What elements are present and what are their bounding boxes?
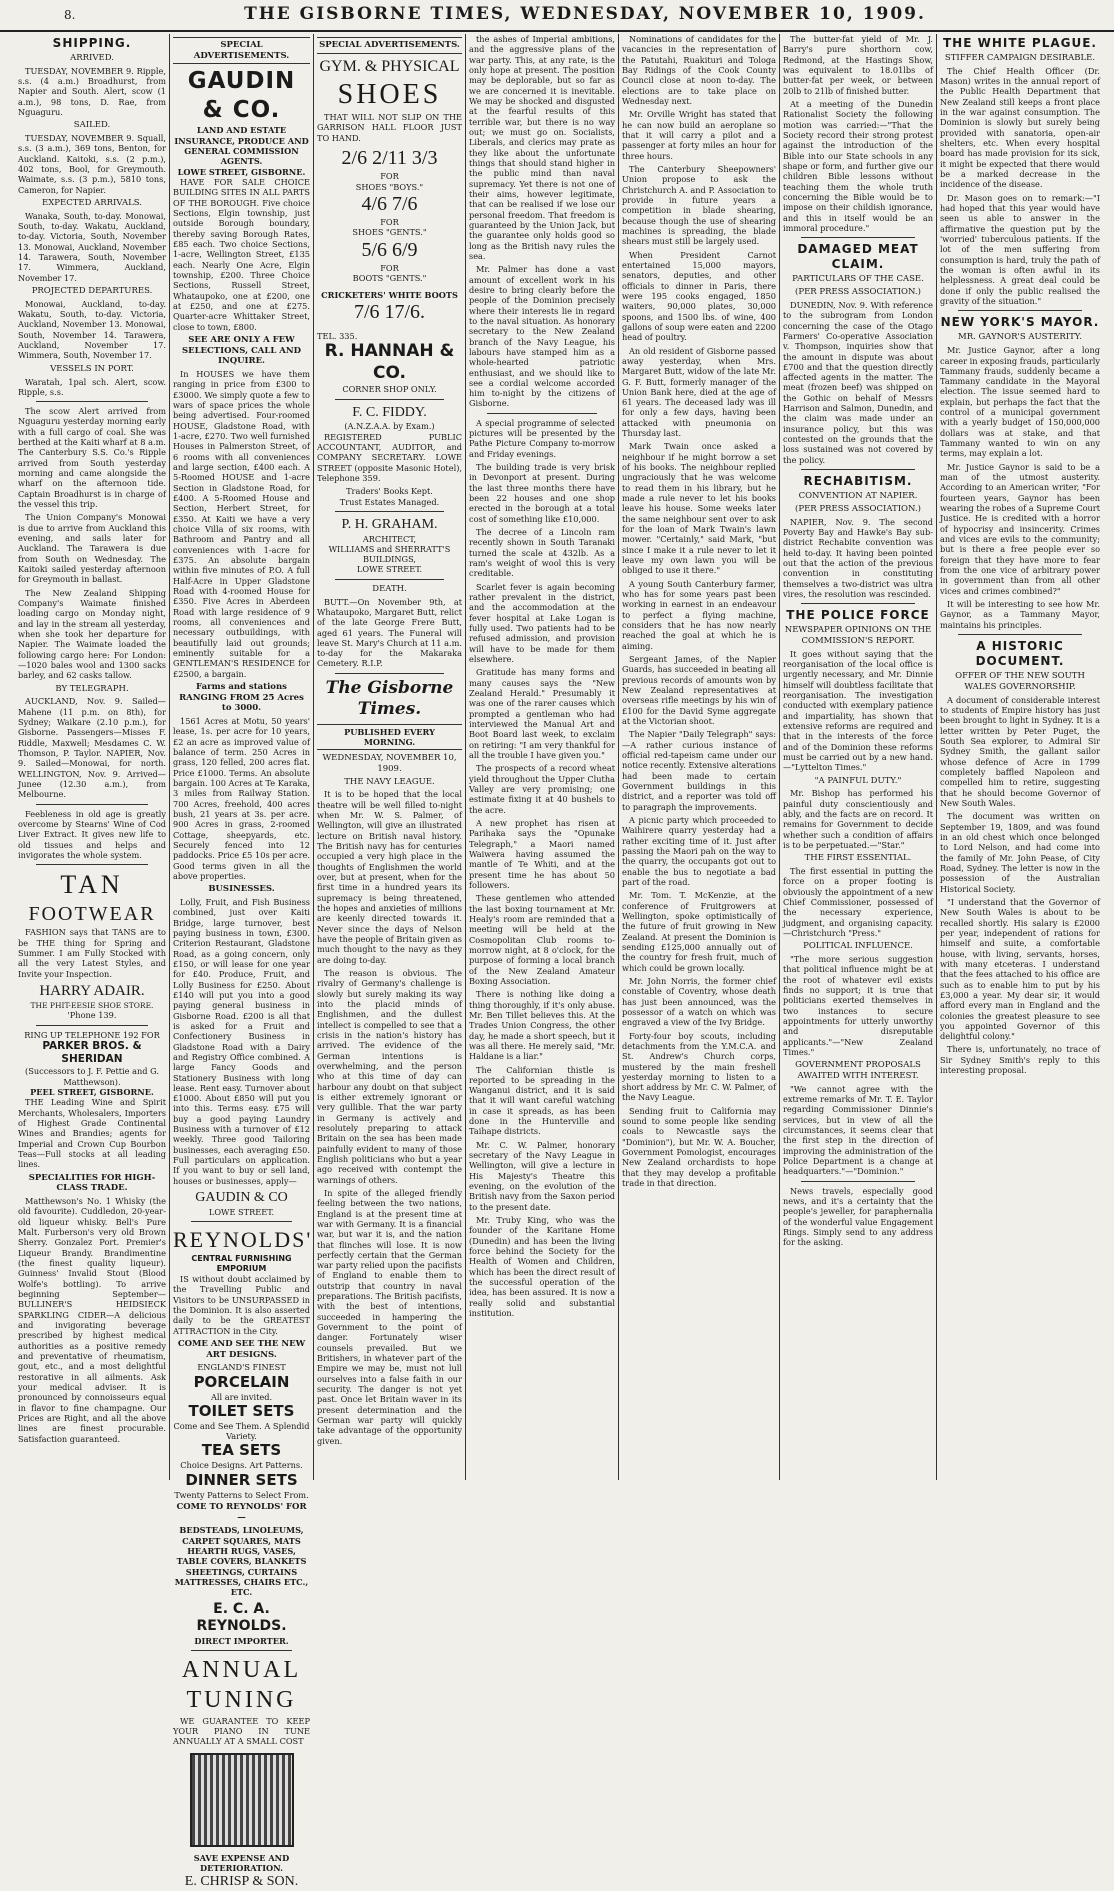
- ad-text: TEL. 335.: [317, 331, 358, 342]
- masthead-strip: [0, 0, 1114, 32]
- dateline: WEDNESDAY, NOVEMBER 10, 1909.: [322, 753, 457, 774]
- ad-text: LAND AND ESTATE INSURANCE, PRODUCE AND GENERAL COMMISSION AGENTS.: [174, 125, 309, 167]
- article-text: When President Carnot entertained 15,000 mayors, senators, deputies, and other officials to dinner in Paris, there were 195 cooks engaged, 1850 waiters, 90,000 plates, 30,000 spoons, and 1500 lbs. of wine, 400 gallons of soup were eaten and 2200 head of poultry.: [622, 249, 776, 343]
- article-text: The building trade is very brisk in Devonport at present. During the last three months there have been 22 houses and one shop erected in the borough at a total cost of something like £10,000.: [469, 462, 615, 524]
- article-text: "I understand that the Governor of New South Wales is about to be recalled shortly. His salary is £2000 per year, independent of rations for himself and suite, a comfortable house, with living, servants, horses, with many etceteras. I understand that the fees attached to his office are such as to enable him to put by his £3,000 a year. My dear sir, it would afford every man in England and the colonies the greatest pleasure to see you appointed Governor of this delightful colony.": [940, 896, 1100, 1042]
- article-text: An old resident of Gisborne passed away yesterday, when Mrs. Margaret Butt, widow of the late Mr. G. F. Butt, formerly manager of the Union Bank here, died at the age of 61 years. The deceased lady was ill for only a few days, having been attacked with pneumonia on Thursday last.: [622, 345, 776, 439]
- article-headline: DAMAGED MEAT CLAIM.: [797, 242, 919, 272]
- ad-headline: FOOTWEAR: [28, 903, 156, 926]
- sub-heading: (PER PRESS ASSOCIATION.): [795, 503, 921, 514]
- ad-text: IS without doubt acclaimed by the Travelling Public and Visitors to be UNSURPASSED in the Dominion. It is also asserted daily to be the GREATEST ATTRACTION in the City.: [173, 1273, 310, 1336]
- article-text: At a meeting of the Dunedin Rationalist Society the following motion was carried:—"That the Society record their strong protest against the introduction of the Bible into our State schools in any shape or form, and further give our children Bible lessons without teaching them the whole truth concerning the Bible would be to impose on their childish ignorance, and this in itself would be an immoral procedure.": [783, 98, 933, 233]
- price: 4/6 7/6: [361, 192, 418, 215]
- article-text: There is nothing like doing a thing thoroughly, if it's only abuse. Mr. Ben Tillet believes this. At the Trades Union Congress, the other day, he made a short speech, but it was all there. He merely said, "Mr. Haldane is a liar.": [469, 989, 615, 1062]
- sub-heading: BY TELEGRAPH.: [55, 683, 129, 694]
- article-text: Sergeant James, of the Napier Guards, has succeeded in beating all previous records of amounts won by New Zealand representatives at overseas rifle meetings by his win of £100 for the David Syme aggregate at the Victorian shoot.: [622, 654, 776, 726]
- ad-text: SHOES "BOYS.": [355, 181, 424, 192]
- ad-text: WILLIAMS and SHERRATT'S BUILDINGS,: [328, 543, 451, 565]
- ad-text: CORNER SHOP ONLY.: [342, 384, 437, 395]
- newspaper-masthead: The Gisborne Times.: [325, 677, 454, 720]
- article-text: It goes without saying that the reorganisation of the local office is urgently necessary, and Mr. Dinnie himself will doubtless facilitate that reorganisation. The investigation conducted with exemplary patience and impartiality, has shown that extensive reforms are required and that in the interests of the force and of the Dominion these reforms must be carried out by a new hand.—"Lyttelton Times.": [783, 648, 933, 773]
- article-text: The Canterbury Sheepowners' Union propose to ask the Christchurch A. and P. Association to provide in future years a competition in blade shearing, because though the use of shearing machines is spreading, the blade shears must still be largely used.: [622, 163, 776, 247]
- ad-name: HARRY ADAIR.: [39, 982, 145, 999]
- column-2: [173, 34, 313, 1890]
- article-text: Mr. Truby King, who was the founder of the Karitane Home (Dunedin) and has been the living force behind the Society for the Health of Women and Children, which has been the direct result of the successful operation of the idea, has been assured. It is now a really solid and substantial institution.: [469, 1215, 615, 1319]
- notice-text: BUTT.—On November 9th, at Whataupoko, Margaret Butt, relict of the late George Frere Butt, aged 61 years. The Funeral will leave St. Mary's Church at 11 a.m. to-day for the Makaraka Cemetery. R.I.P.: [317, 596, 462, 669]
- article-text: Nominations of candidates for the vacancies in the representation of the Patutahi, Ruakituri and Tologa Bay Ridings of the Cook County Council close at noon to-day. The elections are to take place on Wednesday next.: [622, 34, 776, 106]
- ad-headline: DINNER SETS: [185, 1470, 298, 1489]
- ad-text: LOWE STREET, GISBORNE.: [177, 166, 306, 177]
- article-text: Mr. Justice Gaynor, after a long career in exposing frauds, particularly Tammany frauds, suddenly became a Tammany candidate in the Mayoral election. The issue seemed hard to explain, but perhaps the fact that the control of a municipal government with a yearly budget of 150,000,000 dollars was at stake, and that Tammany wanted to win on any terms, may explain a lot.: [940, 345, 1100, 459]
- sub-heading: OFFER OF THE NEW SOUTH WALES GOVERNORSHIP.: [955, 671, 1085, 692]
- column-rule: [936, 34, 937, 1480]
- divider: [801, 469, 915, 470]
- article-text: The New Zealand Shipping Company's Waimate finished loading cargo on Monday night, and lay in the stream all yesterday, when she took her departure for Napier. The Waimate loaded the following cargo here: For London:—1020 bales wool and 1300 sacks barley, and 62 casks tallow.: [18, 587, 166, 681]
- page-title: THE GISBORNE TIMES, WEDNESDAY, NOVEMBER 10, 1909.: [244, 4, 926, 24]
- article-text: Scarlet fever is again becoming rather prevalent in the district, and the accommodation at the fever hospital at Lake Logan is fully used. Two patients had to be refused admission, and provision will have to be made for them elsewhere.: [469, 581, 615, 665]
- article-text: The Californian thistle is reported to be spreading in the Wanganui district, and it is said that it will want careful watching in case it spreads, as has been done in the Hunterville and Taihape districts.: [469, 1064, 615, 1137]
- article-text: Mr. John Norris, the former chief constable of Coventry, whose death has just been announced, was the possessor of a watch on which was engraved a view of the Ivy Bridge.: [622, 975, 776, 1028]
- article-text: The Chief Health Officer (Dr. Mason) writes in the annual report of the Public Health Department that New Zealand still keeps a front place in the war against consumption. The Dominion is slowly but surely being provided with sanatoria, open-air shelters, etc. When every hospital board has made provision for its sick, it might be expected that there would be a marked decrease in the incidence of the disease.: [940, 65, 1100, 190]
- ad-name: REYNOLDS': [173, 1227, 313, 1253]
- ad-text: 1561 Acres at Motu, 50 years' lease, 1s. per acre for 10 years, £2 an acre as improved value of balance of term. 250 Acres in grass, 120 felled, 200 acres flat. Price £1000. Terms. An absolute bargain. 100 Acres at Te Karaka, 3 miles from Railway Station. 700 Acres, freehold, 400 acres bush, 21 years at 3s. per acre. 900 Acres in grass, 2-roomed Cottage, sheepyards, etc. Securely fenced into 12 paddocks. Price £5 10s per acre. Good terms given in all the above properties.: [173, 715, 310, 881]
- sub-heading: COME AND SEE THE NEW ART DESIGNS.: [177, 1338, 306, 1360]
- ad-text: REGISTERED PUBLIC ACCOUNTANT, AUDITOR, and COMPANY SECRETARY. LOWE STREET (opposite Masonic Hotel), Telephone 359.: [317, 431, 462, 483]
- ad-text: BOOTS "GENTS.": [352, 273, 427, 284]
- divider: [487, 413, 597, 414]
- article-text: The first essential in putting the force on a proper footing is obviously the appointment of a new Chief Commissioner, possessed of the necessary experience, judgment, and organising capacity.—Christchurch "Press.": [783, 866, 933, 939]
- ad-text: Trust Estates Managed.: [339, 496, 440, 507]
- ad-headline: PORCELAIN: [193, 1372, 290, 1391]
- sub-heading: PARTICULARS OF THE CASE.: [792, 274, 924, 285]
- ad-text: LOWE STREET.: [208, 1206, 275, 1217]
- sub-heading: SAILED.: [73, 120, 111, 131]
- ad-text: ENGLAND'S FINEST: [197, 1362, 286, 1373]
- divider: [801, 603, 915, 604]
- article-text: Monowai, Auckland, to-day. Wakatu, South, to-day. Victoria, Auckland, November 13. Monowai, South, November 14. Tarawera, Auckland, November 17. Wimmera, South, November 17.: [18, 298, 166, 361]
- article-text: These gentlemen who attended the last boxing tournament at Mr. Healy's room are reminded that a meeting will be held at the Cosmopolitan Club rooms to-morrow night, at 8 o'clock, for the purpose of forming a local branch of the New Zealand Amateur Boxing Association.: [469, 893, 615, 986]
- article-text: Waratah, 1pal sch. Alert, scow. Ripple, s.s.: [18, 376, 166, 397]
- divider: [36, 401, 148, 402]
- article-headline: THE POLICE FORCE: [786, 608, 930, 623]
- column-rule: [169, 34, 170, 1480]
- ad-name: E. CHRISP & SON.: [184, 1874, 299, 1890]
- ad-text: CRICKETERS' WHITE BOOTS: [321, 289, 458, 300]
- divider: [191, 1221, 292, 1222]
- section-heading: SHIPPING.: [52, 36, 132, 50]
- article-text: The scow Alert arrived from Nguaguru yesterday morning early with a full cargo of coal. She was berthed at the Kaiti wharf at 8 a.m. The Canterbury S.S. Co.'s Ripple arrived from South yesterday morning and came alongside the wharf on the afternoon tide. Captain Broadhurst is in charge of the vessel this trip.: [18, 406, 166, 510]
- ad-headline: GYM. & PHYSICAL: [319, 57, 460, 75]
- article-text: The butter-fat yield of Mr. J. Barry's pure shorthorn cow, Redmond, at the Hastings Show, was equivalent to 18.01lbs of butter-fat per week, or between 20lb to 21lb of finished butter.: [783, 34, 933, 96]
- article-text: Mr. C. W. Palmer, honorary secretary of the Navy League in Wellington, will give a lecture in His Majesty's Theatre this evening, on the evolution of the British navy from the Saxon period to the present date.: [469, 1139, 615, 1212]
- ad-text: ARCHITECT,: [362, 533, 417, 544]
- sub-heading: THE FIRST ESSENTIAL.: [804, 853, 912, 864]
- divider: [335, 579, 444, 580]
- article-text: AUCKLAND, Nov. 9. Sailed—Mahene (11 p.m. on 8th), for Sydney; Waikare (2.10 p.m.), for Gisborne. Passengers—Misses F. Riddle, Maxwell; Mesdames C. W. Thomson, P. Taylor. NAPIER, Nov. 9. Sailed—Monowai, for north. WELLINGTON, Nov. 9. Arrived—Junee (12.30 a.m.), from Melbourne.: [18, 696, 166, 800]
- ad-name: PARKER BROS. & SHERIDAN: [42, 1039, 142, 1066]
- ad-text: All are invited.: [210, 1391, 273, 1402]
- ad-headline: SHOES: [337, 78, 442, 110]
- divider: [335, 673, 444, 674]
- ad-text: PEEL STREET, GISBORNE.: [30, 1086, 154, 1097]
- article-text: A young South Canterbury farmer, who has for some years past been working in earnest in an endeavour to perfect a flying machine, considers that he has now nearly reached the goal at which he is aiming.: [622, 578, 776, 651]
- divider: [335, 511, 444, 512]
- article-headline: THE NAVY LEAGUE.: [344, 776, 435, 787]
- sub-heading: "A PAINFUL DUTY.": [814, 775, 902, 786]
- ad-text: LOWE STREET.: [356, 564, 423, 575]
- article-text: News travels, especially good news, and it's a certainty that the people's jeweller, for paraphernalia of the wonderful value Engagement Rings. Simply send to any address for the asking.: [783, 1185, 933, 1248]
- section-heading: SPECIAL ADVERTISEMENTS.: [173, 37, 310, 64]
- divider: [958, 310, 1082, 311]
- divider: [191, 1650, 292, 1651]
- ad-text: FOR: [380, 171, 399, 182]
- ad-text: Traders' Books Kept.: [346, 486, 433, 497]
- article-text: Mr. Orville Wright has stated that he can now build an aeroplane so that it will carry a pilot and a passenger at forty miles an hour for three hours.: [622, 109, 776, 161]
- sub-heading: VESSELS IN PORT.: [50, 363, 134, 374]
- ad-headline: TEA SETS: [201, 1441, 282, 1460]
- article-text: A new prophet has risen at Parihaka says the "Opunake Telegraph," a Maori named Waiwera having assumed the mantle of Te Whiti, and at the present time he has about 50 followers.: [469, 817, 615, 890]
- article-text: Sending fruit to California may sound to some people like sending coals to Newcastle says the "Dominion"), but Mr. W. A. Boucher, Government Pomologist, encourages New Zealand orchardists to hope that they may develop a profitable trade in that direction.: [622, 1105, 776, 1189]
- sub-heading: MR. GAYNOR'S AUSTERITY.: [957, 332, 1082, 343]
- column-5: [622, 34, 776, 1480]
- ad-text: FASHION says that TANS are to be THE thing for Spring and Summer. I am Fully Stocked with all the very Latest Styles, and Invite your Inspection.: [18, 927, 166, 979]
- article-text: "We cannot agree with the extreme remarks of Mr. T. E. Taylor regarding Commissioner Dinnie's services, but in view of all the circumstances, it seems clear that the first step in the direction of improving the administration of the Police Department is a change at headquarters."—"Dominion.": [783, 1083, 933, 1177]
- column-3: [317, 34, 462, 1480]
- ad-text: Matthewson's No. 1 Whisky (the old favourite). Cuddledon, 20-year-old liqueur whisky. Bell's Pure Malt. Furberson's very old Brown Sherry. Gonzalez Port. Premier's Liqueur Brandy. Brandimentine (the finest quality liqueur). Guinness' Invalid Stout (Blood Wolfe's bottling). To arrive beginning September—BULLINER'S HEIDSIECK SPARKLING CIDER—A delicious and invigorating beverage prescribed by highest medical authorities as a positive remedy and preventative of rheumatism, gout, etc., and a most delightful restorative in all ailments. Ask your medical adviser. It is pronounced by connoisseurs equal in flavor to fine champagne. Our Prices are Right, and all the above lines are finest procurable. Satisfaction guaranteed.: [18, 1196, 166, 1444]
- ad-text: HAVE FOR SALE CHOICE BUILDING SITES IN ALL PARTS OF THE BOROUGH. Five choice Sections, Elgin township, just outside Borough boundary, thereby saving Borough Rates, £85 each. Two choice Sections, 1-acre, Wellington Street, £135 each. Nearly One Acre, Elgin township, £200. Three Choice Sections, Russell Street, Whataupoko, one at £200, one at £250, and one at £275. Quarter-acre Whittaker Street, close to town, £800.: [173, 176, 310, 332]
- article-text: The Union Company's Monowai is due to arrive from Auckland this evening, and sails later for Auckland. The Tarawera is due from South on Wednesday. The Kaitoki sailed yesterday afternoon for Greymouth in ballast.: [18, 512, 166, 585]
- sub-heading: SEE ARE ONLY A FEW SELECTIONS, CALL AND INQUIRE.: [181, 334, 302, 367]
- article-text: It is to be hoped that the local theatre will be well filled to-night when Mr. W. S. Palmer, of Wellington, will give an illustrated lecture on British naval history. The British navy has for centuries occupied a very high place in the thoughts of Englishmen the world over, but at present, when for the first time in a hundred years its supremacy is being threatened, the hopes and anxieties of millions are keenly directed towards it. Never since the days of Nelson have the people of Britain given as much thought to the navy as they are doing to-day.: [317, 789, 462, 965]
- divider: [335, 399, 444, 400]
- ad-name: E. C. A. REYNOLDS.: [196, 1600, 287, 1635]
- article-text: Mr. Bishop has performed his painful duty conscientiously and ably, and the facts are on record. It remains for Government to decide whether such a condition of affairs is to be perpetuated.—"Star.": [783, 788, 933, 851]
- column-7: [940, 34, 1100, 1480]
- column-1: [18, 34, 166, 1480]
- article-text: TUESDAY, NOVEMBER 9. Ripple, s.s. (4 a.m.) Broadhurst, from Napier and South. Alert, scow (1 a.m.), 98 tons, D. Rae, from Nguaguru.: [18, 65, 166, 118]
- article-headline: THE WHITE PLAGUE.: [943, 36, 1097, 50]
- ad-text: Twenty Patterns to Select From.: [174, 1489, 309, 1500]
- column-rule: [779, 34, 780, 1480]
- ad-text: SAVE EXPENSE AND DETERIORATION.: [193, 1852, 290, 1873]
- sub-heading: Farms and stations RANGING FROM 25 Acres to 3000.: [179, 681, 304, 714]
- section-heading: SPECIAL ADVERTISEMENTS.: [317, 37, 462, 54]
- ad-text: THE Leading Wine and Spirit Merchants, Wholesalers, Importers of Highest Grade Continental Wines and Brandies; agents for Imperial and Crown Cup Bourbon Teas—Full stocks at all leading lines.: [18, 1097, 166, 1170]
- sub-heading: EXPECTED ARRIVALS.: [42, 198, 142, 209]
- divider: [36, 864, 148, 865]
- ad-name: F. C. FIDDY.: [352, 404, 427, 420]
- article-text: The prospects of a record wheat yield throughout the Upper Clutha Valley are very promising; one estimate fixing it at 40 bushels to the acre.: [469, 763, 615, 815]
- column-4: [469, 34, 615, 1480]
- sub-heading: CONVENTION AT NAPIER.: [798, 491, 918, 502]
- ad-text: FOR: [380, 262, 399, 273]
- article-text: TUESDAY, NOVEMBER 9. Squall, s.s. (3 a.m.), 369 tons, Benton, for Auckland. Kaitoki, s.s. (2 p.m.), 402 tons, Bool, for Greymouth. Waimate, s.s. (3 p.m.), 5810 tons, Cameron, for Napier.: [18, 133, 166, 195]
- article-text: DUNEDIN, Nov. 9. With reference to the subrogram from London concerning the case of the Otago Farmers' Co-operative Association v. Thompson, inquiries show that the amount in dispute was about £700 and that the question directly affected agents in the matter. The meat (frozen beef) was shipped on the Gothic on behalf of Messrs Harrison and Salmon, Dunedin, and the claim was made under an insurance policy, but this was contested on the grounds that the loss sustained was not covered by the policy.: [783, 299, 933, 465]
- article-text: Dr. Mason goes on to remark:—"I had hoped that this year would have seen us able to answer in the affirmative the question put by the 'worried' tuberculous patients. If the lot of the men suffering from consumption is hard, truly the path of the woman is often awful in its helplessness. A great deal could be done if only the public realised the gravity of the situation.": [940, 192, 1100, 307]
- column-rule: [618, 34, 619, 1480]
- divider: [801, 237, 915, 238]
- ad-text: FOR: [380, 217, 399, 228]
- price: 5/6 6/9: [361, 238, 418, 261]
- article-text: "The more serious suggestion that political influence might be at the root of whatever evil exists finds no support; it is true that politicians exerted themselves in two instances to secure appointments for utterly unworthy and disreputable applicants."—"New Zealand Times.": [783, 954, 933, 1058]
- ad-text: Lolly, Fruit, and Fish Business combined, just over Kaiti Bridge, large turnover, best paying business in town, £300. Criterion Restaurant, Gladstone Road, as a going concern, only £150, or will lease for one year for £40. Produce, Fruit, and Lolly Business for £250. About £140 will put you into a good paying general business in Gisborne Road. £200 is all that is asked for a Fruit and Confectionery Business in Gladstone Road with a Dairy and Registry Office combined. A large Fancy Goods and Stationery Business with long lease. Rent easy. Turnover about £1000. About £850 will put you into this. Terms easy. £75 will buy a good paying Laundry Business with a turnover of £12 weekly. Three good Tailoring businesses, each averaging £50. Full particulars on application. If you want to buy or sell land, houses or businesses, apply—: [173, 896, 310, 1186]
- article-text: Gratitude has many forms and many causes says the "New Zealand Herald." Presumably it was one of the rarer causes which prompted a gentleman who had interviewed the Manual Art and Boot Board last week, to exclaim on retiring: "I am very thankful for all the trouble I have given you.": [469, 667, 615, 760]
- ad-text: DIRECT IMPORTER.: [194, 1635, 289, 1646]
- sub-heading: PROJECTED DEPARTURES.: [31, 286, 153, 297]
- article-text: There is, unfortunately, no trace of Sir Sydney Smith's reply to this interesting proposal.: [940, 1044, 1100, 1076]
- ad-headline: ANNUAL: [181, 1657, 302, 1684]
- article-text: the ashes of Imperial ambitions, and the aggressive plans of the war party. This, at any rate, is the only hope at present. The position may be deplorable, but so far as we are concerned it is inevitable. We may be shocked and disgusted at the fearful results of this terrible war, but there is no way out; we must go on. Socialists, Liberals, and clerics may prate as they like about the unfortunate things that should stand higher in the public mind than naval supremacy. Yet there is not one of their aims, however legitimate, that can be realised if we lose our personal freedom. That freedom is guaranteed by the Union Jack, but the guarantee only holds good so long as the British navy rules the sea.: [469, 34, 615, 261]
- ad-text: (Successors to J. F. Pettie and G. Matthewson).: [25, 1066, 159, 1087]
- ad-text: THE PHIT-EESIE SHOE STORE.: [30, 1000, 154, 1010]
- article-text: The Napier "Daily Telegraph" says:—A rather curious instance of official red-tapeism came under our notice recently. Extensive alterations had been made to certain Government buildings in this district, and a reporter was told off to paragraph the improvements.: [622, 729, 776, 812]
- article-text: A picnic party which proceeded to Waihirere quarry yesterday had a rather exciting time of it. Just after passing the Maori pah on the way to the quarry, the occupants got out to enable the bus to negotiate a bad part of the road.: [622, 814, 776, 887]
- sub-heading: BUSINESSES.: [208, 884, 275, 895]
- ad-name: P. H. GRAHAM.: [341, 516, 438, 532]
- divider: [958, 634, 1082, 635]
- sub-heading: COME TO REYNOLDS' FOR—: [176, 1501, 307, 1523]
- ad-name: R. HANNAH & CO.: [324, 341, 455, 383]
- article-text: Mr. Justice Gaynor is said to be a man of the utmost austerity. According to an American writer, "For fourteen years, Gaynor has been wearing the robes of a Supreme Court Justice. He is credited with a horror of hypocrisy and insincerity. Crimes and vices are evils to the community; but is there a free people ever so foreign that they have more to fear from the one vice of arbitrary power in government than from all other vices and crimes combined?": [940, 461, 1100, 596]
- article-text: Wanaka, South, to-day. Monowai, South, to-day. Wakatu, Auckland, to-day. Victoria, South, November 13. Monowai, Auckland, November 14. Tarawera, South, November 17. Wimmera, Auckland, November 17.: [18, 210, 166, 283]
- article-headline: RECHABITISM.: [803, 474, 913, 489]
- sub-heading: DEATH.: [372, 583, 407, 594]
- ad-text: PUBLISHED EVERY MORNING.: [317, 724, 462, 751]
- sub-heading: ARRIVED.: [70, 53, 114, 64]
- ad-text: WE GUARANTEE TO KEEP YOUR PIANO IN TUNE ANNUALLY AT A SMALL COST: [173, 1715, 310, 1747]
- ad-name: GAUDIN & CO: [195, 1190, 288, 1206]
- ad-text: THAT WILL NOT SLIP ON THE GARRISON HALL FLOOR JUST TO HAND.: [317, 112, 462, 143]
- article-text: The document was written on September 19, 1809, and was found in an old chest which once belonged to Lord Nelson, and had come into the family of Mr. John Pease, of City Road, Sydney. The letter is now in the possession of the Australian Historical Society.: [940, 811, 1100, 894]
- sub-heading: POLITICAL INFLUENCE.: [803, 941, 913, 952]
- ad-name: GAUDIN & CO.: [187, 68, 296, 124]
- article-text: Mark Twain once asked a neighbour if he might borrow a set of his books. The neighbour replied ungraciously that he was welcome to read them in his library, but he made a rule never to let his books leave his house. Some weeks later the same neighbour sent over to ask for the loan of Mark Twain's lawn mower. "Certainly," said Mark, "but since I make it a rule never to let it leave my own lawn you will be obliged to use it there.": [622, 441, 776, 576]
- price: 2/6 2/11 3/3: [341, 147, 438, 170]
- article-headline: NEW YORK'S MAYOR.: [940, 315, 1100, 330]
- sub-heading: (PER PRESS ASSOCIATION.): [795, 287, 921, 298]
- article-text: It will be interesting to see how Mr. Gaynor, as a Tammany Mayor, maintains his principles.: [940, 599, 1100, 630]
- page-number: 8.: [64, 8, 76, 22]
- ad-headline: TUNING: [186, 1687, 297, 1714]
- divider: [36, 804, 148, 805]
- article-text: The decree of a Lincoln ram recently shown in South Taranaki turned the scale at 432lb. As a ram's weight of wool this is very creditable.: [469, 527, 615, 579]
- article-text: Feebleness in old age is greatly overcome by Stearns' Wine of Cod Liver Extract. It gives new life to old tissues and helps and invigorates the whole system.: [18, 808, 166, 860]
- ad-headline: TOILET SETS: [188, 1401, 295, 1420]
- column-rule: [313, 34, 314, 1480]
- divider: [801, 1181, 915, 1182]
- ad-text: BEDSTEADS, LINOLEUMS, CARPET SQUARES, MATS HEARTH RUGS, VASES, TABLE COVERS, BLANKETS SHEETINGS, CURTAINS MATTRESSES, CHAIRS ETC., ETC.: [174, 1525, 309, 1598]
- ad-text: Choice Designs. Art Patterns.: [180, 1460, 303, 1471]
- ad-text: CENTRAL FURNISHING EMPORIUM: [191, 1253, 292, 1273]
- sub-heading: STIFFER CAMPAIGN DESIRABLE.: [944, 53, 1096, 64]
- sub-heading: GOVERNMENT PROPOSALS AWAITED WITH INTEREST.: [795, 1060, 921, 1082]
- ad-text: Come and See Them. A Splendid Variety.: [173, 1420, 310, 1442]
- article-text: NAPIER, Nov. 9. The second Poverty Bay and Hawke's Bay sub-district Rechabite convention was held to-day. It having been pointed out that the action of the previous convention in constituting themselves a two-district was ultra vires, the resolution was rescinded.: [783, 516, 933, 599]
- article-text: A document of considerable interest to students of Empire history has just been brought to light in Sydney. It is a letter written by Peter Puget, the South Sea explorer, to Admiral Sir Sydney Smith, the gallant sailor whose defence of Acre in 1799 completely baffled Napoleon and compelled him to retire, suggesting that he should become Governor of New South Wales.: [940, 694, 1100, 808]
- price: 7/6 17/6.: [353, 300, 426, 323]
- column-rule: [465, 34, 466, 1480]
- article-text: The reason is obvious. The rivalry of Germany's challenge is slowly but surely making its way into the placid minds of Englishmen, and the dullest intellect is compelled to see that a crisis in the nation's history has arrived. The evidence of the German intentions is overwhelming, and the person who at this time of day can harbour any doubt on that subject is either extremely ignorant or very gullible. That the war party in Germany is actively and resolutely preparing to attack Britain on the sea has been made painfully evident to many of those English politicians who but a year ago received with contempt the warnings of others.: [317, 967, 462, 1185]
- article-text: Forty-four boy scouts, including detachments from the Y.M.C.A. and St. Andrew's Church corps, mustered by the main freshell yesterday morning to listen to a short address by Mr. C. W. Palmer, of the Navy League.: [622, 1030, 776, 1103]
- ad-headline: TAN: [60, 870, 124, 900]
- sub-heading: NEWSPAPER OPINIONS ON THE COMMISSION'S REPORT.: [784, 625, 932, 647]
- sub-heading: SPECIALITIES FOR HIGH-CLASS TRADE.: [28, 1172, 156, 1194]
- article-text: Mr. Palmer has done a vast amount of excellent work in his desire to bring clearly before the people of the Dominion precisely where their interests lie in regard to the naval situation. As honorary secretary to the New Zealand branch of the Navy League, his labours have stamped him as a whole-hearted patriotic enthusiast, and we should like to see a cordial welcome accorded him to-night by the citizens of Gisborne.: [469, 264, 615, 409]
- ad-text: In HOUSES we have them ranging in price from £300 to £3000. We simply quote a few to wars of space prices the whole being advertised. Four-roomed HOUSE, Gladstone Road, with 1-acre, £270. Two well furnished Houses in Palmerston Street, of 6 rooms with all conveniences and large section, £400 each. A 5-Roomed HOUSE and 1-acre Section in Gladstone Road, for £400. A 5-Roomed House and Section, Herbert Street, for £350. At Kaiti we have a very choice Villa of six rooms, with Bathroom and Pantry and all conveniences with 1-acre for £375. An absolute bargain within five minutes of P.O. A full Half-Acre in Upper Gladstone Road with 4-roomed House for £350. Five Acres in Aberdeen Road with large residence of 9 rooms, all conveniences and necessary outbuildings, with beautifully laid out grounds; eminently suitable for a GENTLEMAN'S RESIDENCE for £2500, a bargain.: [173, 369, 310, 679]
- article-headline: A HISTORIC DOCUMENT.: [975, 639, 1065, 669]
- divider: [36, 1025, 148, 1026]
- ad-text: 'Phone 139.: [67, 1010, 117, 1021]
- ad-text: (A.N.Z.A.A. by Exam.): [344, 421, 435, 432]
- article-text: In spite of the alleged friendly feeling between the two nations, England is at the present time at war with Germany. It is a financial war, but war it is, and the nation that flinches will lose. It is now perfectly certain that the German war party relied upon the pacifists of England to enable them to outstrip that country in naval preparations. The British pacifists, with the best of intentions, succeeded in hampering the Government to the point of danger. Fortunately wiser counsels prevailed. But we Britishers, in whatever part of the Empire we may be, must not lull ourselves into a false faith in our security. The danger is not yet past. Once let Britain waver in its present determination and the German war party will quickly take advantage of the opportunity given.: [317, 1187, 462, 1446]
- article-text: Mr. Tom. T. McKenzie, at the conference of Fruitgrowers at Wellington, spoke optimistically of the future of fruit growing in New Zealand. At present the Dominion is sending £125,000 annually out of the country for fresh fruit, much of which could be grown locally.: [622, 890, 776, 973]
- ad-text: RING UP TELEPHONE 192 FOR: [24, 1029, 160, 1040]
- piano-illustration: [190, 1753, 294, 1847]
- article-text: A special programme of selected pictures will be presented by the Pathe Picture Company to-morrow and Friday evenings.: [469, 417, 615, 459]
- column-6: [783, 34, 933, 1480]
- ad-text: SHOES "GENTS.": [352, 227, 427, 238]
